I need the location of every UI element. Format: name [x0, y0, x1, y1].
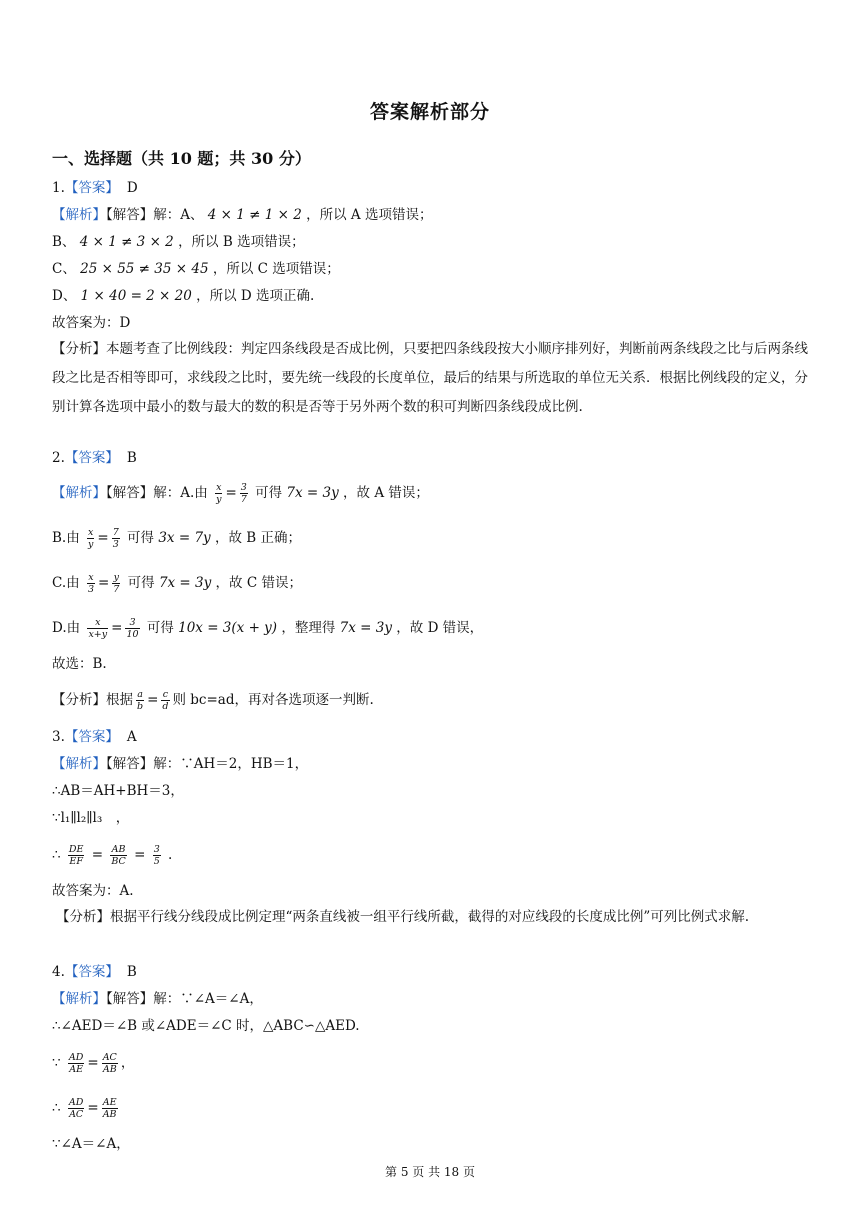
numerator: AE [102, 1097, 117, 1108]
q2-conclusion: 故选：B. [52, 656, 107, 672]
denominator: 3 [87, 584, 94, 595]
q1-c-lead: C、 [52, 261, 76, 277]
fenxi-tag: 【分析】 [56, 909, 110, 925]
numerator: x [88, 527, 94, 538]
q2-analysis-tail: 则 bc=ad，再对各选项逐一判断. [172, 692, 374, 708]
fraction [87, 572, 95, 595]
denominator: AB [102, 1064, 117, 1075]
numerator: AB [111, 844, 126, 855]
q2-analysis: 【分析】根据 $\frac{a}{b}$ = $\frac{c}{d}$ 则 bc=ad，再对各选项逐一判断. [52, 689, 374, 712]
q3-answer: A [126, 729, 137, 745]
jieda-tag: 【解答】 [106, 991, 154, 1007]
q4-comma: ， [120, 1055, 135, 1071]
jieda-tag: 【解答】 [106, 207, 154, 223]
q2-c-mid: 可得 [127, 575, 155, 591]
denominator: d [162, 701, 169, 712]
q1-solution-line-a [52, 206, 432, 224]
denominator: 5 [153, 856, 160, 867]
q4-because: ∵ [52, 1055, 61, 1071]
q2-option-a: 【解析】【解答】解：A.由 $\frac{x}{y}$ = $\frac{3}{7}$ 可得 7x = 3y ，故 A 错误； [52, 482, 429, 505]
jiexi-tag: 【解析】 [52, 756, 106, 772]
fraction [68, 844, 85, 867]
q1-answer-line [52, 179, 138, 197]
fraction [87, 527, 94, 550]
q2-b-lead: B.由 [52, 530, 80, 546]
q3-therefore: ∴ [52, 847, 61, 863]
q3-analysis-text: 根据平行线分线段成比例定理“两条直线被一组平行线所截，截得的对应线段的长度成比例”可列比例式求解. [110, 909, 750, 925]
numerator: AD [68, 1097, 84, 1108]
q2-option-c: C.由 $\frac{x}{3}$ = $\frac{y}{7}$ 可得 7x = 3y ，故 C 错误； [52, 572, 302, 595]
q1-d-expr: 1 × 40 = 2 × 20 [80, 288, 192, 304]
denominator: y [216, 494, 222, 505]
fraction [112, 572, 120, 595]
fenxi-tag: 【分析】 [52, 692, 106, 708]
q1-analysis [52, 335, 810, 422]
q1-d-tail: ，所以 D 选项正确. [196, 288, 315, 304]
fraction [102, 1097, 118, 1120]
denominator: b [137, 701, 144, 712]
q4-therefore: ∴ [52, 1100, 61, 1116]
fraction [125, 617, 139, 640]
q4-answer-line [52, 963, 137, 981]
q3-number: 3. [52, 729, 65, 745]
q3-answer-line [52, 728, 137, 746]
denominator: AC [69, 1109, 84, 1120]
jiexi-tag: 【解析】 [52, 207, 106, 223]
fraction [102, 1052, 118, 1075]
denominator: 7 [240, 494, 247, 505]
section-heading: 一、选择题（共 10 题；共 30 分） [52, 149, 311, 168]
q2-d-tail: ，故 D 错误， [396, 620, 484, 636]
numerator: a [137, 689, 143, 700]
numerator: AC [102, 1052, 117, 1063]
fenxi-tag: 【分析】 [52, 341, 106, 357]
q2-number: 2. [52, 450, 65, 466]
q3-line-4: ∴ $\frac{DE}{EF}$ = $\frac{AB}{BC}$ = $\frac{3}{5}$ . [52, 844, 173, 867]
numerator: 7 [112, 527, 119, 538]
denominator: BC [111, 856, 126, 867]
q2-answer: B [126, 450, 137, 466]
q4-line-4: ∴ $\frac{AD}{AC}$ = $\frac{AE}{AB}$ [52, 1097, 117, 1120]
q2-d-lead: D.由 [52, 620, 81, 636]
fraction [215, 482, 222, 505]
numerator: c [162, 689, 169, 700]
answer-tag: 【答案】 [64, 450, 119, 466]
denominator: AB [102, 1109, 117, 1120]
fraction [240, 482, 248, 505]
q2-c-tail: ，故 C 错误； [215, 575, 302, 591]
q2-d-mid: 可得 [146, 620, 174, 636]
numerator: 3 [240, 482, 247, 493]
q1-b-tail: ，所以 B 选项错误； [178, 234, 305, 250]
q4-number: 4. [52, 964, 65, 980]
q2-b-expr: 3x = 7y [158, 530, 211, 546]
q3-line-1 [52, 755, 308, 773]
numerator: 3 [125, 617, 139, 629]
fraction [136, 689, 144, 712]
q2-a-mid: 可得 [255, 485, 283, 501]
q3-conclusion: 故答案为：A. [52, 883, 134, 899]
fraction [87, 617, 108, 640]
q1-b-lead: B、 [52, 234, 76, 250]
fraction [153, 844, 161, 867]
q2-b-tail: ，故 B 正确； [214, 530, 301, 546]
q1-a-lead: 解：A、 [153, 207, 204, 223]
q2-answer-line [52, 449, 137, 467]
answer-tag: 【答案】 [64, 180, 119, 196]
q2-b-mid: 可得 [127, 530, 155, 546]
q2-option-b: B.由 $\frac{x}{y}$ = $\frac{7}{3}$ 可得 3x = 7y ，故 B 正确； [52, 527, 301, 550]
q1-a-expr: 4 × 1 ≠ 1 × 2 [207, 207, 302, 223]
q1-d-lead: D、 [52, 288, 77, 304]
q4-line-2: ∴∠AED＝∠B 或∠ADE＝∠C 时，△ABC∽△AED. [52, 1018, 360, 1034]
q2-analysis-lead: 根据 [106, 692, 133, 708]
numerator: x [88, 572, 94, 583]
q2-a-lead: 解：A.由 [153, 485, 208, 501]
fraction [110, 844, 126, 867]
denominator: AE [69, 1064, 84, 1075]
denominator: 3 [112, 539, 119, 550]
q4-line-5: ∵∠A＝∠A， [52, 1136, 130, 1152]
q2-a-expr: 7x = 3y [286, 485, 339, 501]
q1-b-expr: 4 × 1 ≠ 3 × 2 [79, 234, 174, 250]
page-title: 答案解析部分 [369, 101, 490, 123]
q1-number: 1. [52, 180, 65, 196]
numerator: 3 [153, 844, 160, 855]
q2-d-expr2: 7x = 3y [339, 620, 392, 636]
q1-answer: D [126, 180, 138, 196]
numerator: DE [68, 844, 84, 855]
numerator: x [216, 482, 222, 493]
q4-step-1: 解：∵∠A＝∠A， [153, 991, 263, 1007]
q4-answer: B [126, 964, 137, 980]
denominator: EF [69, 856, 83, 867]
denominator: 10 [126, 629, 139, 640]
q3-line-3: ∵l₁∥l₂∥l₃ ， [52, 810, 130, 826]
numerator: AD [68, 1052, 84, 1063]
fraction [68, 1097, 84, 1120]
q3-analysis [56, 903, 814, 932]
jiexi-tag: 【解析】 [52, 991, 106, 1007]
denominator: x+y [88, 629, 108, 640]
q4-line-3: ∵ $\frac{AD}{AE}$ = $\frac{AC}{AB}$ ， [52, 1052, 135, 1075]
q3-line-2: ∴AB＝AH+BH＝3， [52, 783, 184, 799]
fraction [68, 1052, 84, 1075]
q1-a-tail: ，所以 A 选项错误； [306, 207, 433, 223]
q2-c-expr: 7x = 3y [158, 575, 212, 591]
page-footer: 第 5 页 共 18 页 [385, 1165, 475, 1179]
q1-solution-line-c [52, 260, 340, 278]
q1-conclusion: 故答案为：D [52, 315, 131, 331]
q1-solution-line-b [52, 233, 305, 251]
q2-option-d: D.由 $\frac{x}{x+y}$ = $\frac{3}{10}$ 可得 10x = 3(x + y) ，整理得 7x = 3y ，故 D 错误， [52, 617, 484, 640]
jieda-tag: 【解答】 [106, 485, 154, 501]
q2-d-mid2: ，整理得 [281, 620, 336, 636]
denominator: 7 [113, 584, 120, 595]
q2-d-expr: 10x = 3(x + y) [178, 620, 278, 636]
q2-a-tail: ，故 A 错误； [343, 485, 429, 501]
numerator: x [87, 617, 108, 629]
q1-c-tail: ，所以 C 选项错误； [212, 261, 340, 277]
q4-line-1 [52, 990, 263, 1008]
answer-tag: 【答案】 [64, 729, 119, 745]
q1-analysis-text: 本题考查了比例线段：判定四条线段是否成比例，只要把四条线段按大小顺序排列好，判断前两条线段之比与后两条线段之比是否相等即可，求线段之比时，要先统一线段的长度单位，最后的结果与所选取的单位无关系．根据比例线段的定义，分别计算各选项中最小的数与最大的数的积是否等于另外两个数的积可判断四条线段成比例. [52, 341, 808, 415]
q3-step-1: 解：∵AH＝2，HB＝1， [153, 756, 309, 772]
denominator: y [88, 539, 94, 550]
fraction [161, 689, 169, 712]
fraction [112, 527, 120, 550]
q1-c-expr: 25 × 55 ≠ 35 × 45 [80, 261, 209, 277]
answer-tag: 【答案】 [64, 964, 119, 980]
jieda-tag: 【解答】 [106, 756, 154, 772]
q1-solution-line-d [52, 287, 314, 305]
q2-c-lead: C.由 [52, 575, 80, 591]
jiexi-tag: 【解析】 [52, 485, 106, 501]
numerator: y [113, 572, 119, 583]
